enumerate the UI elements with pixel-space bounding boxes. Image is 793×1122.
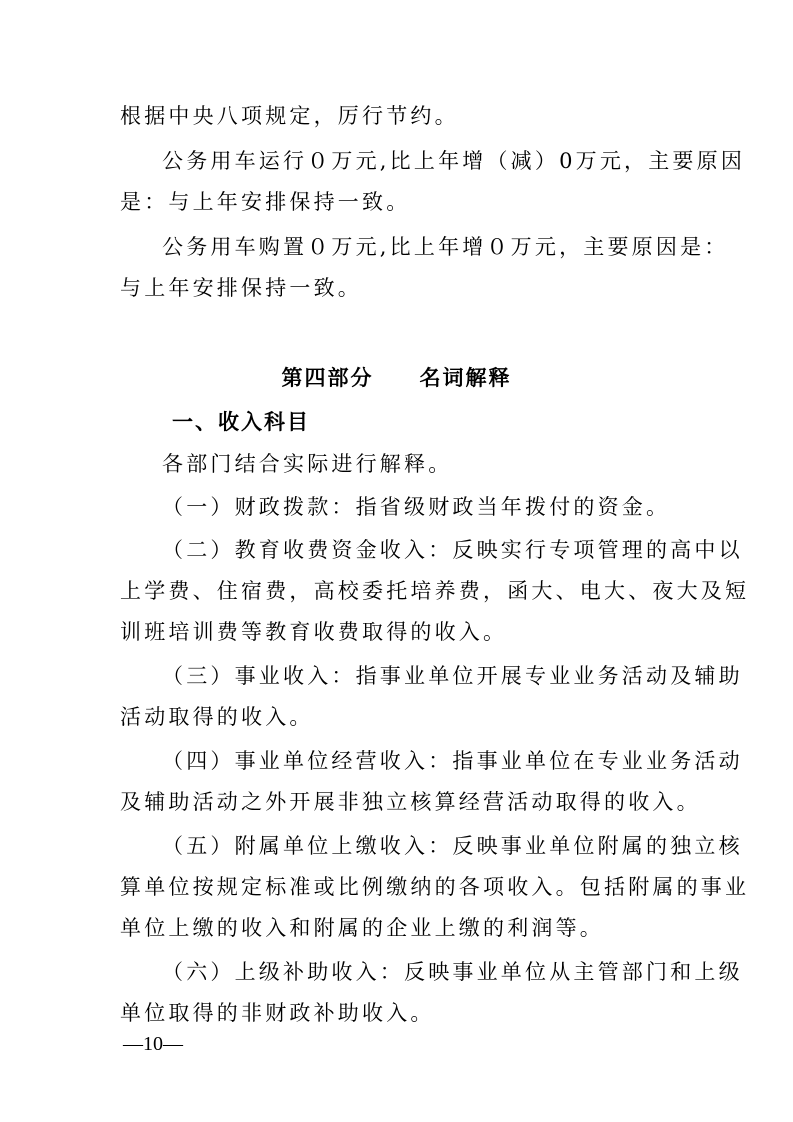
section-title: 第四部分 名词解释 <box>281 366 512 390</box>
paragraph-line: 算单位按规定标准或比例缴纳的各项收入。包括附属的事业 <box>120 875 750 899</box>
paragraph-line: （五）附属单位上缴收入：反映事业单位附属的独立核 <box>162 834 743 858</box>
subsection-title: 一、收入科目 <box>172 410 310 434</box>
paragraph-line: 与上年安排保持一致。 <box>120 276 362 300</box>
paragraph-line: 活动取得的收入。 <box>120 705 314 729</box>
paragraph-line: 是：与上年安排保持一致。 <box>120 190 411 214</box>
paragraph-line: 及辅助活动之外开展非独立核算经营活动取得的收入。 <box>120 790 701 814</box>
paragraph-line: 公务用车运行０万元,比上年增（减）0万元，主要原因 <box>162 149 746 173</box>
paragraph-line: （四）事业单位经营收入：指事业单位在专业业务活动 <box>162 749 743 773</box>
paragraph-line: 单位取得的非财政补助收入。 <box>120 1001 435 1025</box>
paragraph-line: 单位上缴的收入和附属的企业上缴的利润等。 <box>120 916 604 940</box>
paragraph-line: 上学费、住宿费，高校委托培养费，函大、电大、夜大及短 <box>120 579 750 603</box>
paragraph-line: （六）上级补助收入：反映事业单位从主管部门和上级 <box>162 960 743 984</box>
paragraph-line: （二）教育收费资金收入：反映实行专项管理的高中以 <box>162 538 743 562</box>
paragraph-line: 训班培训费等教育收费取得的收入。 <box>120 620 508 644</box>
paragraph-line: 根据中央八项规定，厉行节约。 <box>120 104 459 128</box>
paragraph-line: （三）事业收入：指事业单位开展专业业务活动及辅助 <box>162 664 743 688</box>
page-number: —10— <box>123 1033 183 1055</box>
paragraph-line: （一）财政拨款：指省级财政当年拨付的资金。 <box>162 495 671 519</box>
paragraph-line: 各部门结合实际进行解释。 <box>162 452 453 476</box>
paragraph-line: 公务用车购置０万元,比上年增０万元，主要原因是： <box>162 235 729 259</box>
